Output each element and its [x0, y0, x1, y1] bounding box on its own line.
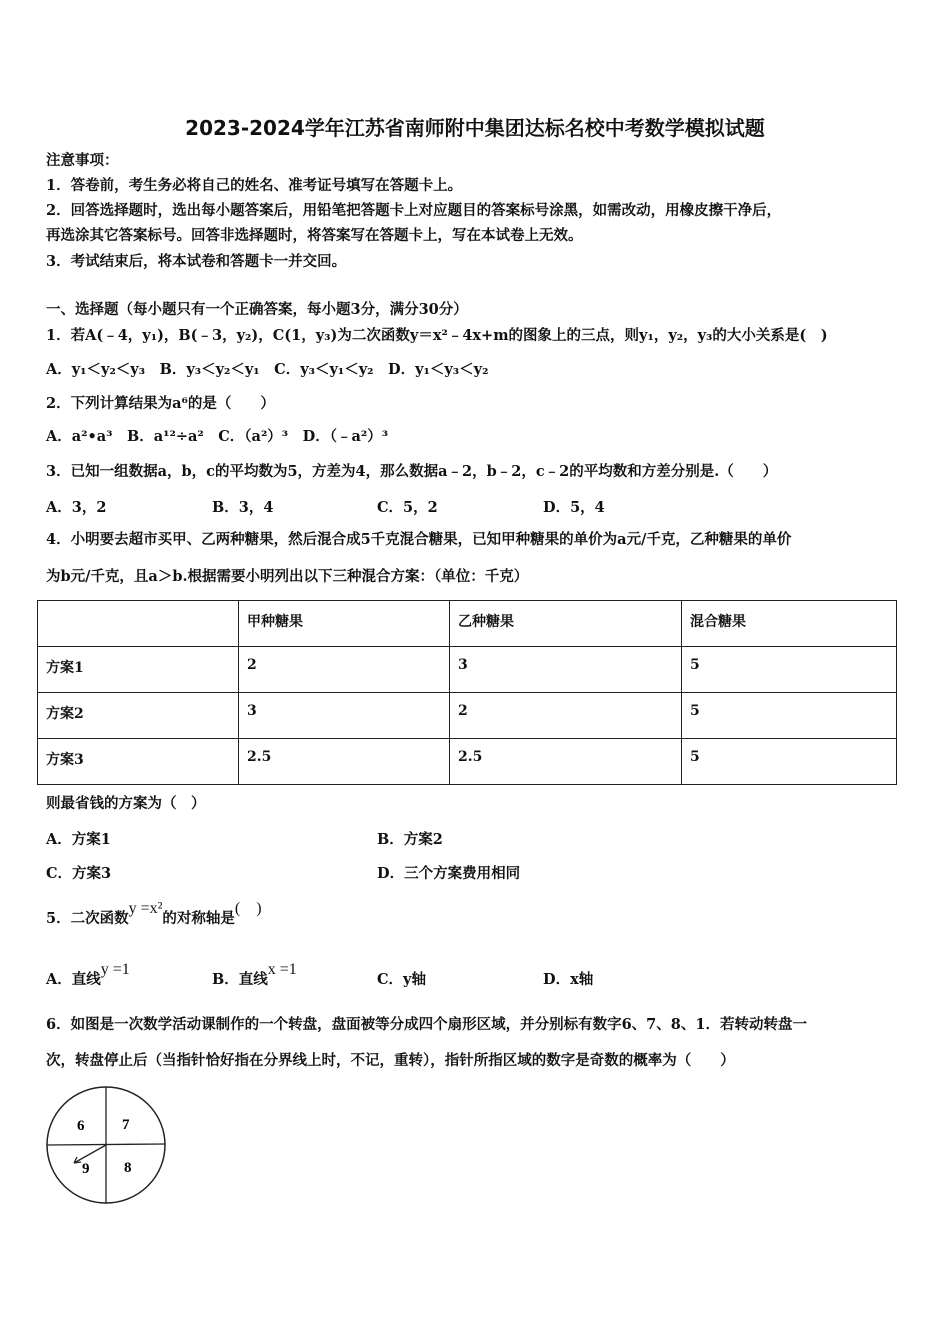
question-2-options: A．a²•a³ B．a¹²÷a² C．（a²）³ D．（﹣a²）³	[46, 428, 389, 445]
note-item: 再选涂其它答案标号。回答非选择题时，将答案写在答题卡上，写在本试卷上无效。	[46, 227, 583, 244]
q5-formula: y =x²	[128, 900, 163, 917]
question-3-option-c: C．5，2	[377, 499, 438, 516]
table-cell: 方案2	[38, 693, 239, 739]
option-math: y =1	[100, 961, 130, 978]
table-cell: 3	[450, 647, 682, 693]
question-4-option-a: A．方案1	[46, 831, 111, 848]
question-3-option-d: D．5，4	[543, 499, 605, 516]
sector-label: 9	[82, 1161, 90, 1177]
table-header	[38, 601, 239, 647]
question-4-line2: 为b元/千克，且a＞b.根据需要小明列出以下三种混合方案：（单位：千克）	[46, 568, 529, 585]
q5-prefix: 5．二次函数	[46, 910, 129, 927]
question-4-line1: 4．小明要去超市买甲、乙两种糖果，然后混合成5千克混合糖果，已知甲种糖果的单价为a元/千克，乙种糖果的单价	[46, 531, 792, 548]
table-cell: 3	[239, 693, 450, 739]
question-4-option-d: D．三个方案费用相同	[377, 865, 521, 882]
notes-heading: 注意事项：	[46, 152, 119, 169]
option-label: B．直线	[212, 971, 268, 988]
table-header-row	[38, 601, 897, 647]
table-row	[38, 647, 897, 693]
option-label: A．直线	[46, 971, 101, 988]
option-math: x =1	[267, 961, 297, 978]
question-1: 1．若A(﹣4，y₁)，B(﹣3，y₂)，C(1，y₃)为二次函数y＝x²﹣4x+m的图象上的三点，则y₁，y₂，y₃的大小关系是( )	[46, 327, 828, 344]
note-item: 2．回答选择题时，选出每小题答案后，用铅笔把答题卡上对应题目的答案标号涂黑，如需改动，用橡皮擦干净后，	[46, 202, 782, 219]
mix-plan-table	[37, 600, 897, 785]
note-item: 1．答卷前，考生务必将自己的姓名、准考证号填写在答题卡上。	[46, 177, 463, 194]
question-5-option-c: C．y轴	[377, 971, 426, 988]
table-row	[38, 693, 897, 739]
question-5-option-b	[212, 961, 297, 989]
table-cell: 2.5	[239, 739, 450, 785]
question-3-option-b: B．3，4	[212, 499, 274, 516]
pointer-arrow-icon	[74, 1145, 106, 1163]
page-title: 2023-2024学年江苏省南师附中集团达标名校中考数学模拟试题	[185, 116, 765, 140]
question-2: 2．下列计算结果为a⁶的是（ ）	[46, 395, 275, 412]
table-cell: 2	[239, 647, 450, 693]
question-4-option-b: B．方案2	[377, 831, 443, 848]
sector-label: 6	[77, 1118, 85, 1134]
table-header: 乙种糖果	[450, 601, 682, 647]
table-cell: 2.5	[450, 739, 682, 785]
section-heading: 一、选择题（每小题只有一个正确答案，每小题3分，满分30分）	[46, 301, 468, 318]
question-3-option-a: A．3，2	[46, 499, 107, 516]
sector-label: 8	[124, 1160, 132, 1176]
q5-paren: ( )	[234, 900, 262, 917]
sector-label: 7	[122, 1117, 130, 1133]
table-cell: 5	[682, 693, 897, 739]
divider-line	[47, 1144, 165, 1145]
question-6-line1: 6．如图是一次数学活动课制作的一个转盘，盘面被等分成四个扇形区域，并分别标有数字6、7、8、1．若转动转盘一	[46, 1016, 807, 1033]
question-3: 3．已知一组数据a，b，c的平均数为5，方差为4，那么数据a﹣2，b﹣2，c﹣2的平均数和方差分别是.（ ）	[46, 463, 778, 480]
q5-suffix: 的对称轴是	[162, 910, 235, 927]
table-header: 甲种糖果	[239, 601, 450, 647]
question-6-line2: 次，转盘停止后（当指针恰好指在分界线上时，不记，重转），指针所指区域的数字是奇数的概率为（ ）	[46, 1052, 735, 1069]
question-5-option-a	[46, 961, 130, 989]
table-cell: 5	[682, 739, 897, 785]
spinner-figure	[44, 1083, 170, 1207]
table-header: 混合糖果	[682, 601, 897, 647]
table-cell: 2	[450, 693, 682, 739]
question-5-option-d: D．x轴	[543, 971, 594, 988]
note-item: 3．考试结束后，将本试卷和答题卡一并交回。	[46, 253, 347, 270]
table-cell: 5	[682, 647, 897, 693]
table-cell: 方案1	[38, 647, 239, 693]
table-row	[38, 739, 897, 785]
question-4-question: 则最省钱的方案为（ ）	[46, 795, 206, 812]
question-1-options: A．y₁＜y₂＜y₃ B．y₃＜y₂＜y₁ C．y₃＜y₁＜y₂ D．y₁＜y₃＜y₂	[46, 361, 489, 378]
question-5	[46, 900, 262, 929]
table-cell: 方案3	[38, 739, 239, 785]
question-4-option-c: C．方案3	[46, 865, 112, 882]
